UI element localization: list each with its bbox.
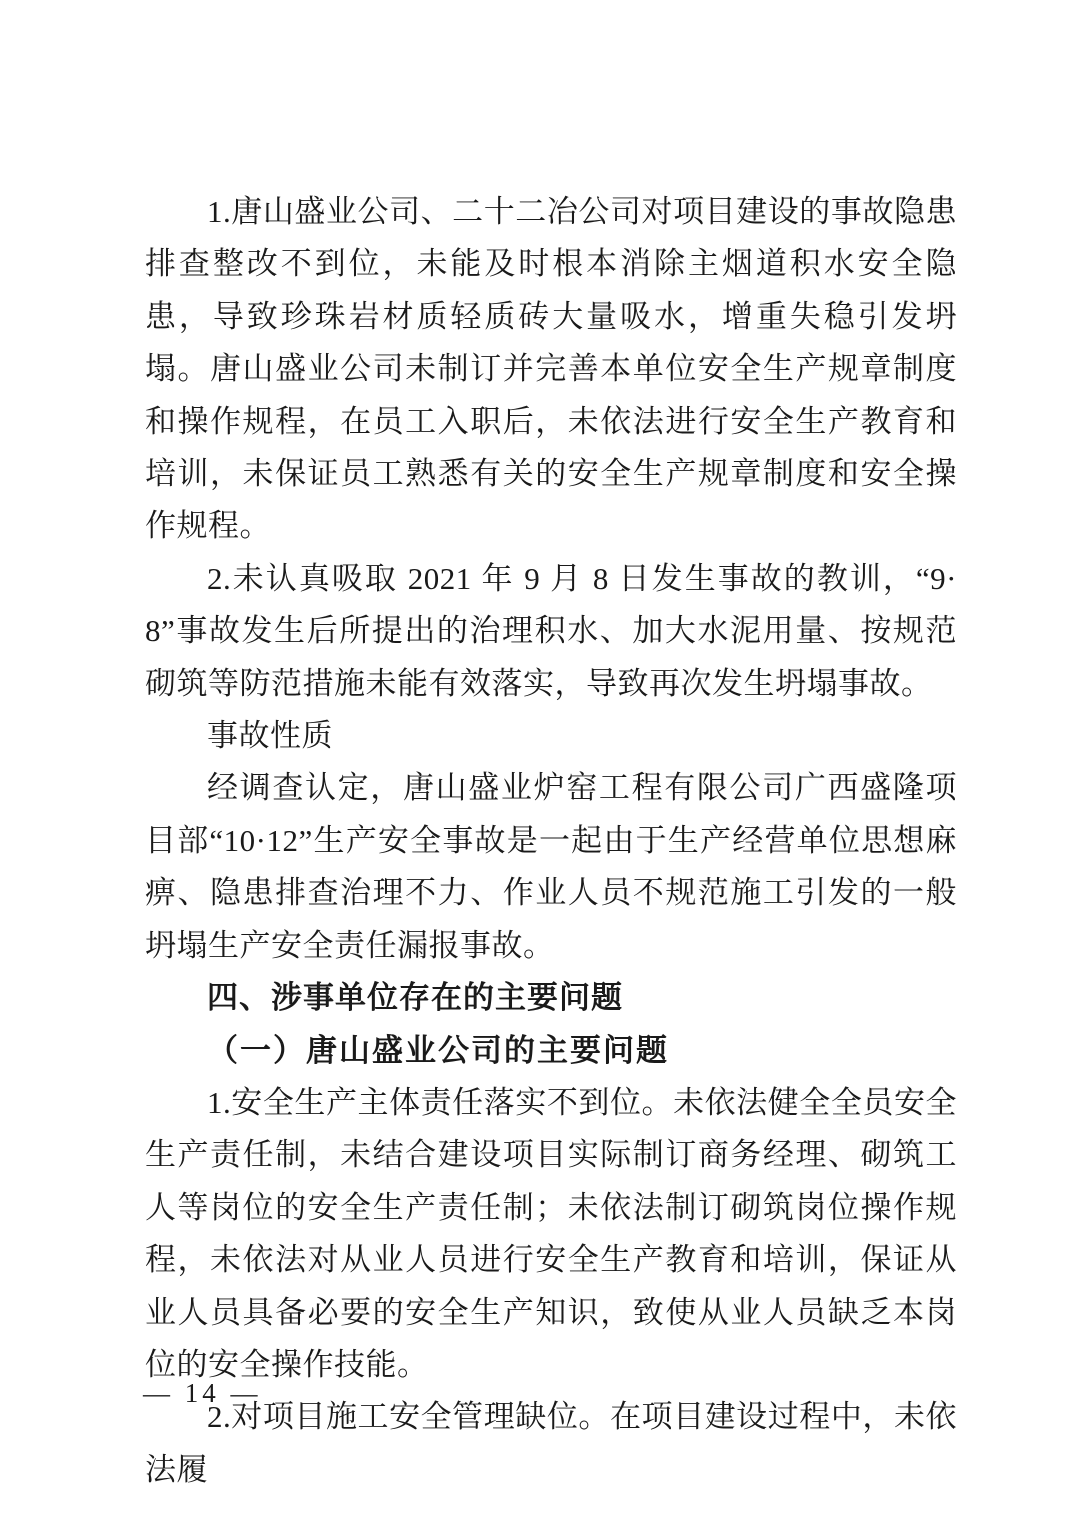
page-number: — 14 — xyxy=(143,1378,262,1408)
section-heading-main-problems: 四、涉事单位存在的主要问题 xyxy=(207,980,623,1016)
paragraph-lessons-not-learned: 2.未认真吸取 2021 年 9 月 8 日发生事故的教训，“9·8”事故发生后所提出的治理积水、加大水泥用量、按规范砌筑等防范措施未能有效落实，导致再次发生坍塌事故。 xyxy=(145,560,957,701)
paragraph-investigation-conclusion: 经调查认定，唐山盛业炉窑工程有限公司广西盛隆项目部“10·12”生产安全事故是一起由于生产经营单位思想麻痹、隐患排查治理不力、作业人员不规范施工引发的一般坍塌生产安全责任漏报事故。 xyxy=(145,770,957,963)
paragraph-hazard-rectification: 1.唐山盛业公司、二十二冶公司对项目建设的事故隐患排查整改不到位，未能及时根本消除主烟道积水安全隐患，导致珍珠岩材质轻质砖大量吸水，增重失稳引发坍塌。唐山盛业公司未制订并完善本单位安全生产规章制度和操作规程，在员工入职后，未依法进行安全生产教育和培训，未保证员工熟悉有关的安全生产规章制度和安全操作规程。 xyxy=(145,194,957,544)
subsection-heading-tangshan-company: （一）唐山盛业公司的主要问题 xyxy=(207,1032,669,1068)
document-body xyxy=(145,186,957,1496)
paragraph-construction-safety-management: 2.对项目施工安全管理缺位。在项目建设过程中，未依法履 xyxy=(145,1399,957,1487)
paragraph-responsibility-not-implemented: 1.安全生产主体责任落实不到位。未依法健全全员安全生产责任制，未结合建设项目实际制订商务经理、砌筑工人等岗位的安全生产责任制；未依法制订砌筑岗位操作规程，未依法对从业人员进行安全生产教育和培训，保证从业人员具备必要的安全生产知识，致使从业人员缺乏本岗位的安全操作技能。 xyxy=(145,1084,957,1382)
paragraph-accident-nature-label: 事故性质 xyxy=(207,718,333,754)
